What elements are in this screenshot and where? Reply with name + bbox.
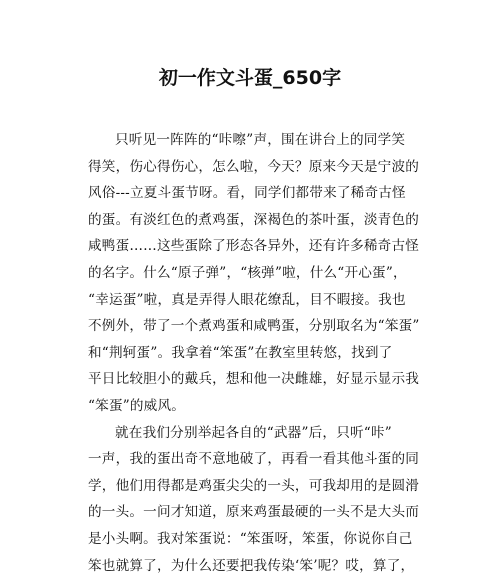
- paragraph-line: 的蛋。有淡红色的煮鸡蛋，深褐色的茶叶蛋，淡青色的: [88, 207, 418, 234]
- paragraph-line: 是小头啊。我对笨蛋说：“笨蛋呀，笨蛋，你说你自己: [88, 526, 418, 553]
- paragraph-line: 笨也就算了，为什么还要把我传染‘笨’呢？哎，算了，: [88, 553, 418, 579]
- paragraph-line: 一声，我的蛋出奇不意地破了，再看一看其他斗蛋的同: [88, 446, 418, 473]
- paragraph-line: 就在我们分别举起各自的“武器”后，只听“咔”: [88, 420, 418, 447]
- paragraph-line: 平日比较胆小的戴兵，想和他一决雌雄，好显示显示我: [88, 366, 418, 393]
- paragraph-line: 得笑，伤心得伤心，怎么啦，今天？原来今天是宁波的: [88, 154, 418, 181]
- paragraph-line: 不例外，带了一个煮鸡蛋和咸鸭蛋，分别取名为“笨蛋”: [88, 313, 418, 340]
- paragraph-line: 学，他们用得都是鸡蛋尖尖的一头，可我却用的是圆滑: [88, 473, 418, 500]
- paragraph-line: “幸运蛋”啦，真是弄得人眼花缭乱，目不暇接。我也: [88, 287, 418, 314]
- paragraph-line: 的名字。什么“原子弹”，“核弹”啦，什么“开心蛋”，: [88, 260, 418, 287]
- paragraph-line: 的一头。一问才知道，原来鸡蛋最硬的一头不是大头而: [88, 499, 418, 526]
- paragraph-line: 只听见一阵阵的“咔嚓”声，围在讲台上的同学笑: [88, 127, 418, 154]
- paragraph-line: 咸鸭蛋……这些蛋除了形态各异外，还有许多稀奇古怪: [88, 233, 418, 260]
- paragraph-line: “笨蛋”的威风。: [88, 393, 418, 420]
- document-body: [88, 127, 418, 579]
- paragraph-line: 和“荆轲蛋”。我拿着“笨蛋”在教室里转悠，找到了: [88, 340, 418, 367]
- paragraph-line: 风俗---立夏斗蛋节呀。看，同学们都带来了稀奇古怪: [88, 180, 418, 207]
- document-title: 初一作文斗蛋_650字: [0, 64, 500, 92]
